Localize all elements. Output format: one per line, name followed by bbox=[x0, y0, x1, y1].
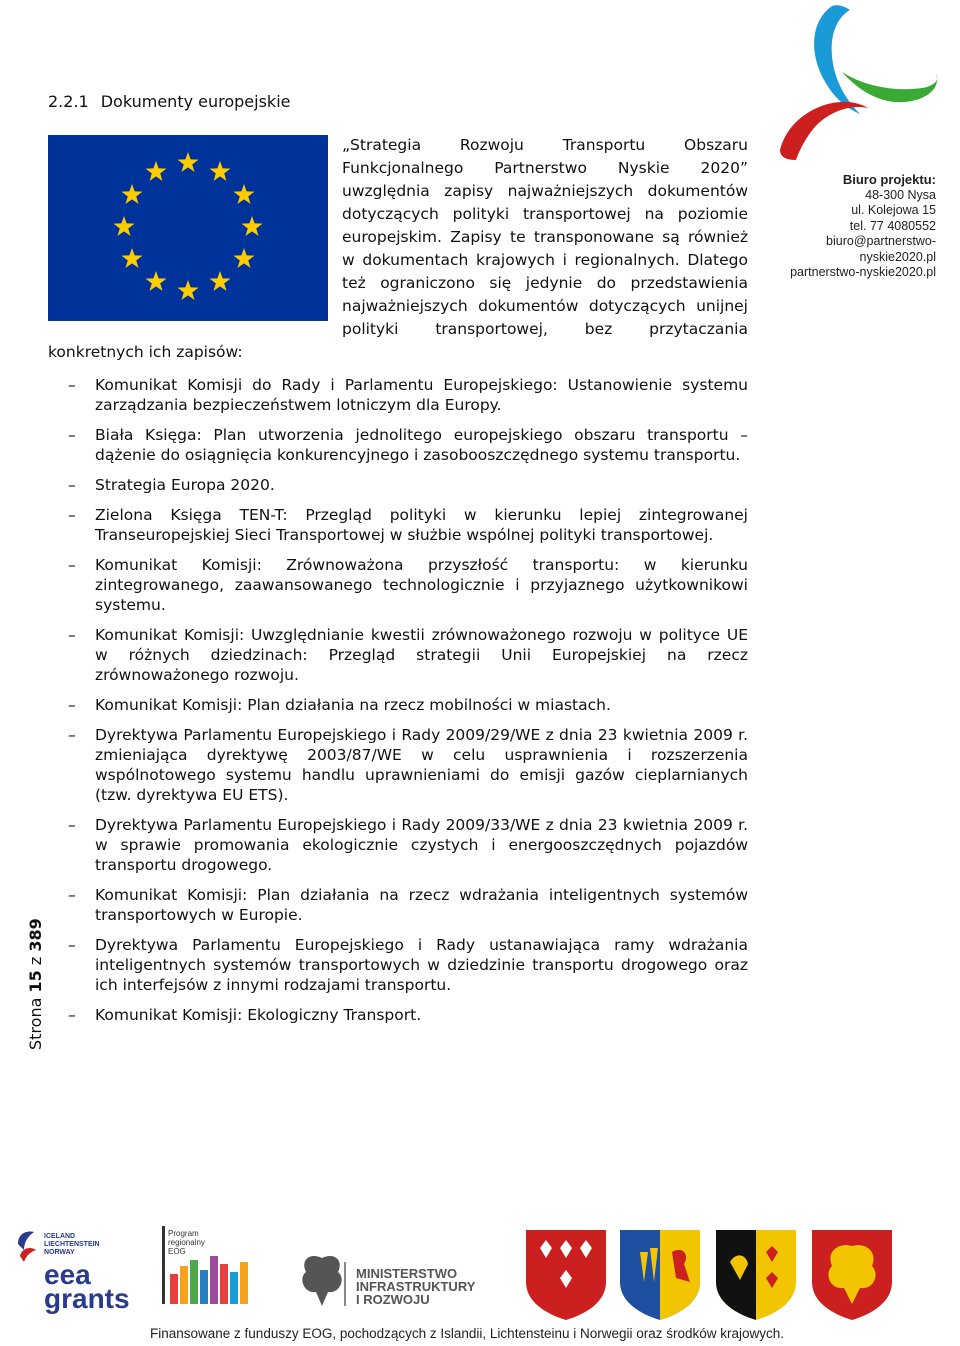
page-separator: z bbox=[26, 956, 45, 966]
ministry-line: I ROZWOJU bbox=[356, 1292, 430, 1307]
eea-country: NORWAY bbox=[44, 1249, 75, 1256]
program-regionalny-logo bbox=[162, 1226, 248, 1304]
list-item bbox=[48, 695, 748, 715]
ministry-line: MINISTERSTWO bbox=[356, 1266, 458, 1281]
intro-text: „Strategia Rozwoju Transportu Obszaru Funkcjonalnego Partnerstwo Nyskie 2020” uwzględnia zapisy najważniejszych dokumentów dotyczących polityki transportowej na poziomie europejskim. Zapisy te transponowane są również w dokumentach krajowych i regionalnych. Dlatego też ograniczono się jedynie do przedstawienia najważniejszych dokumentów dotyczących unijnej polityki transportowej, bez przytaczania konkretnych ich zapisów: bbox=[48, 136, 748, 361]
list-item bbox=[48, 475, 748, 495]
page-current: 15 bbox=[26, 970, 45, 993]
page-prefix: Strona bbox=[26, 997, 45, 1050]
list-item-text: Komunikat Komisji: Zrównoważona przyszłość transportu: w kierunku zintegrowanego, zaawansowanego technologicznie i przyjaznego użytkownikowi systemu. bbox=[95, 556, 748, 614]
coat-of-arms-3 bbox=[716, 1230, 796, 1320]
intro-paragraph bbox=[48, 134, 748, 364]
section-title: Dokumenty europejskie bbox=[100, 92, 291, 111]
grants-word: grants bbox=[44, 1283, 130, 1314]
flag-spacer bbox=[48, 134, 342, 341]
list-item bbox=[48, 935, 748, 995]
eea-grants-logo bbox=[18, 1232, 130, 1315]
list-item bbox=[48, 505, 748, 545]
list-item-text: Zielona Księga TEN-T: Przegląd polityki w kierunku lepiej zintegrowanej Transeuropejskiej Sieci Transportowej w służbie wspólnej polityki transportowej. bbox=[95, 506, 748, 544]
dash-bullet: – bbox=[68, 506, 76, 524]
list-item-text: Dyrektywa Parlamentu Europejskiego i Rady 2009/29/WE z dnia 23 kwietnia 2009 r. zmieniająca dyrektywę 2003/87/WE w celu usprawnienia i rozszerzenia wspólnotowego systemu handlu uprawnieniami do emisji gazów cieplarnianych (tzw. dyrektywa EU ETS). bbox=[95, 726, 748, 804]
page-indicator bbox=[0, 905, 45, 1050]
dash-bullet: – bbox=[68, 1006, 76, 1024]
office-phone: tel. 77 4080552 bbox=[849, 218, 936, 233]
logo-swooshes bbox=[772, 0, 960, 165]
list-item bbox=[48, 555, 748, 615]
list-item bbox=[48, 1005, 748, 1025]
project-office bbox=[760, 172, 936, 281]
list-item-text: Komunikat Komisji do Rady i Parlamentu Europejskiego: Ustanowienie systemu zarządzania bezpieczeństwem lotniczym dla Europy. bbox=[95, 376, 748, 414]
footer-logo-strip bbox=[0, 1222, 960, 1322]
partnerstwo-logo bbox=[772, 0, 960, 165]
eea-word: eea bbox=[44, 1259, 91, 1290]
eea-country: LIECHTENSTEIN bbox=[44, 1241, 100, 1248]
dash-bullet: – bbox=[68, 816, 76, 834]
document-list bbox=[48, 375, 748, 1035]
list-item-text: Dyrektywa Parlamentu Europejskiego i Rady ustanawiająca ramy wdrażania inteligentnych systemów transportowych w dziedzinie transportu drogowego oraz ich interfejsów z innymi rodzajami transportu. bbox=[95, 936, 748, 994]
ministry-logo bbox=[302, 1256, 475, 1307]
dash-bullet: – bbox=[68, 696, 76, 714]
section-number: 2.2.1 bbox=[48, 92, 89, 111]
list-item-text: Biała Księga: Plan utworzenia jednolitego europejskiego obszaru transportu – dążenie do osiągnięcia konkurencyjnego i zasobooszczędnego systemu transportu. bbox=[95, 426, 748, 464]
list-item-text: Dyrektywa Parlamentu Europejskiego i Rady 2009/33/WE z dnia 23 kwietnia 2009 r. w sprawie promowania ekologicznie czystych i energooszczędnych pojazdów transportu drogowego. bbox=[95, 816, 748, 874]
office-city: 48-300 Nysa bbox=[865, 187, 936, 202]
dash-bullet: – bbox=[68, 556, 76, 574]
office-website[interactable]: partnerstwo-nyskie2020.pl bbox=[790, 265, 936, 279]
list-item-text: Komunikat Komisji: Uwzględnianie kwestii zrównoważonego rozwoju w polityce UE w różnych dziedzinach: Przegląd strategii Unii Europejskiej na rzecz zrównoważonego rozwoju. bbox=[95, 626, 748, 684]
office-street: ul. Kolejowa 15 bbox=[851, 203, 936, 217]
eea-country: ICELAND bbox=[44, 1233, 76, 1240]
dash-bullet: – bbox=[68, 936, 76, 954]
dash-bullet: – bbox=[68, 886, 76, 904]
program-line: regionalny bbox=[168, 1238, 205, 1247]
coat-of-arms-4 bbox=[812, 1230, 892, 1320]
page-total: 389 bbox=[26, 918, 45, 952]
footer-logos bbox=[0, 1222, 960, 1322]
list-item bbox=[48, 725, 748, 805]
program-line: EOG bbox=[168, 1247, 186, 1256]
section-heading bbox=[48, 92, 290, 111]
office-email[interactable]: biuro@partnerstwo-nyskie2020.pl bbox=[826, 234, 936, 264]
dash-bullet: – bbox=[68, 626, 76, 644]
program-line: Program bbox=[168, 1229, 199, 1238]
list-item-text: Strategia Europa 2020. bbox=[95, 476, 275, 494]
list-item-text: Komunikat Komisji: Plan działania na rzecz wdrażania inteligentnych systemów transportowych w Europie. bbox=[95, 886, 748, 924]
ministry-line: INFRASTRUKTURY bbox=[356, 1279, 476, 1294]
list-item bbox=[48, 885, 748, 925]
coat-of-arms-2 bbox=[620, 1230, 700, 1320]
coat-of-arms-1 bbox=[526, 1230, 606, 1320]
list-item bbox=[48, 815, 748, 875]
dash-bullet: – bbox=[68, 726, 76, 744]
office-title: Biuro projektu: bbox=[842, 172, 936, 187]
list-item bbox=[48, 625, 748, 685]
list-item-text: Komunikat Komisji: Plan działania na rzecz mobilności w miastach. bbox=[95, 696, 611, 714]
dash-bullet: – bbox=[68, 376, 76, 394]
dash-bullet: – bbox=[68, 476, 76, 494]
list-item bbox=[48, 375, 748, 415]
funding-note: Finansowane z funduszy EOG, pochodzących z Islandii, Lichtensteinu i Norwegii oraz środków krajowych. bbox=[150, 1326, 785, 1341]
list-item bbox=[48, 425, 748, 465]
dash-bullet: – bbox=[68, 426, 76, 444]
list-item-text: Komunikat Komisji: Ekologiczny Transport. bbox=[95, 1006, 422, 1024]
